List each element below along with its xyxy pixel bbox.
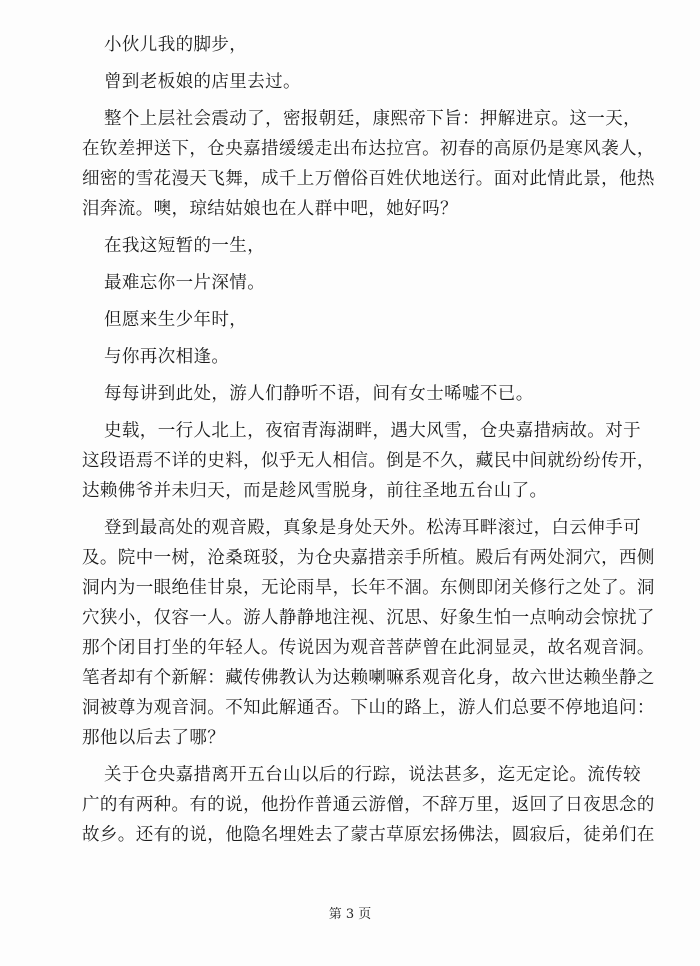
page-number: 第 3 页 <box>328 907 372 922</box>
paragraph-gap <box>82 335 630 342</box>
body-text <box>82 30 655 850</box>
text-line: 穴狭小，仅容一人。游人静静地注视、沉思、好象生怕一点响动会惊扰了 <box>82 608 655 628</box>
text-line: 洞被尊为观音洞。不知此解通否。下山的路上，游人们总要不停地追问： <box>82 698 655 718</box>
text-line: 广的有两种。有的说，他扮作普通云游僧，不辞万里，返回了日夜思念的 <box>82 795 655 815</box>
paragraph-gap <box>82 97 630 104</box>
paragraph <box>82 513 655 753</box>
text-line: 每每讲到此处，游人们静听不语，间有女士唏嘘不已。 <box>104 384 534 404</box>
text-line: 登到最高处的观音殿，真象是身处天外。松涛耳畔滚过，白云伸手可 <box>104 518 641 538</box>
text-line: 最难忘你一片深情。 <box>104 273 266 293</box>
paragraph <box>82 30 630 60</box>
text-line: 与你再次相逢。 <box>104 347 230 367</box>
paragraph <box>82 231 630 261</box>
paragraph-gap <box>82 372 630 379</box>
text-line: 在我这短暂的一生， <box>104 236 266 256</box>
paragraph-gap <box>82 261 630 268</box>
text-line: 但愿来生少年时， <box>104 310 248 330</box>
paragraph <box>82 305 630 335</box>
paragraph <box>82 342 630 372</box>
paragraph-gap <box>82 224 630 231</box>
paragraph <box>82 760 655 850</box>
text-line: 这段语焉不详的史料，似乎无人相信。倒是不久，藏民中间就纷纷传开， <box>82 451 655 471</box>
text-line: 在钦差押送下，仓央嘉措缓缓走出布达拉宫。初春的高原仍是寒风袭人， <box>82 139 655 159</box>
text-line: 小伙儿我的脚步， <box>104 35 248 55</box>
paragraph-gap <box>82 753 630 760</box>
text-line: 达赖佛爷并未归天，而是趁风雪脱身，前往圣地五台山了。 <box>82 481 548 501</box>
text-line: 整个上层社会震动了，密报朝廷，康熙帝下旨：押解进京。这一天， <box>104 109 641 129</box>
paragraph <box>82 379 630 409</box>
paragraph <box>82 104 655 224</box>
paragraph <box>82 67 630 97</box>
text-line: 那个闭目打坐的年轻人。传说因为观音菩萨曾在此洞显灵，故名观音洞。 <box>82 638 655 658</box>
paragraph-gap <box>82 60 630 67</box>
paragraph-gap <box>82 409 630 416</box>
paragraph-gap <box>82 506 630 513</box>
text-line: 细密的雪花漫天飞舞，成千上万僧俗百姓伏地送行。面对此情此景，他热 <box>82 169 655 189</box>
paragraph <box>82 416 655 506</box>
text-line: 及。院中一树，沧桑斑驳，为仓央嘉措亲手所植。殿后有两处洞穴，西侧 <box>82 548 655 568</box>
text-line: 史载，一行人北上，夜宿青海湖畔，遇大风雪，仓央嘉措病故。对于 <box>104 421 641 441</box>
text-line: 洞内为一眼绝佳甘泉，无论雨旱，长年不涸。东侧即闭关修行之处了。洞 <box>82 578 655 598</box>
text-line: 泪奔流。噢，琼结姑娘也在人群中吧，她好吗？ <box>82 199 458 219</box>
paragraph <box>82 268 630 298</box>
text-line: 关于仓央嘉措离开五台山以后的行踪，说法甚多，迄无定论。流传较 <box>104 765 641 785</box>
text-line: 笔者却有个新解：藏传佛教认为达赖喇嘛系观音化身，故六世达赖坐静之 <box>82 668 655 688</box>
paragraph-gap <box>82 298 630 305</box>
text-line: 故乡。还有的说，他隐名埋姓去了蒙古草原宏扬佛法，圆寂后，徒弟们在 <box>82 825 655 845</box>
text-line: 那他以后去了哪？ <box>82 728 226 748</box>
text-line: 曾到老板娘的店里去过。 <box>104 72 301 92</box>
